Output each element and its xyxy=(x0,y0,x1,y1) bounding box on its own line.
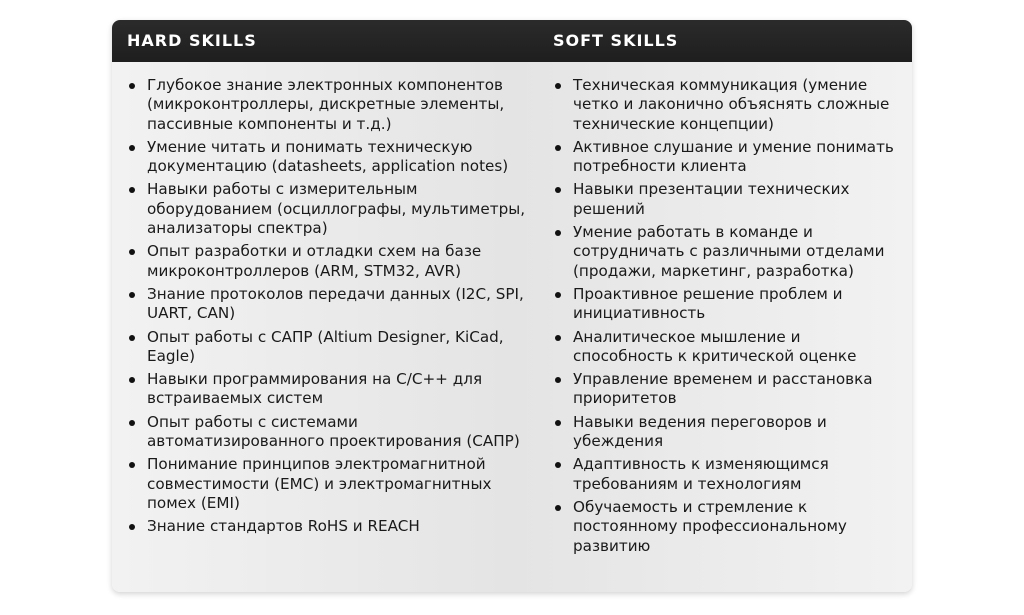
list-item-text: Знание стандартов RoHS и REACH xyxy=(147,517,420,536)
list-item-text: Опыт работы с САПР (Altium Designer, KiCad, Eagle) xyxy=(147,327,504,365)
list-item xyxy=(128,517,528,536)
bullet-icon xyxy=(555,230,561,236)
bullet-icon xyxy=(129,377,135,383)
bullet-icon xyxy=(129,249,135,255)
bullet-icon xyxy=(555,292,561,298)
bullet-icon xyxy=(555,462,561,468)
list-item-text: Активное слушание и умение понимать потребности клиента xyxy=(573,137,894,176)
list-item-text: Опыт работы с системами автоматизированного проектирования (САПР) xyxy=(147,412,520,451)
list-item xyxy=(554,285,899,324)
list-item-text: Глубокое знание электронных компонентов (микроконтроллеры, дискретные элементы, пассивные компоненты и т.д.) xyxy=(147,76,505,133)
soft-skills-title: SOFT SKILLS xyxy=(553,31,679,50)
soft-skills-list xyxy=(554,76,899,560)
list-item xyxy=(128,413,528,452)
skills-card xyxy=(112,20,912,592)
hard-skills-list xyxy=(128,76,528,541)
list-item-text: Умение читать и понимать техническую документацию (datasheets, application notes) xyxy=(147,137,509,176)
bullet-icon xyxy=(129,524,135,530)
list-item-text: Проактивное решение проблем и инициативность xyxy=(573,284,843,323)
list-item xyxy=(128,285,528,324)
hard-skills-title: HARD SKILLS xyxy=(127,31,257,50)
bullet-icon xyxy=(555,420,561,426)
bullet-icon xyxy=(129,462,135,468)
bullet-icon xyxy=(555,145,561,151)
table-header xyxy=(112,20,912,62)
bullet-icon xyxy=(555,335,561,341)
bullet-icon xyxy=(129,187,135,193)
bullet-icon xyxy=(129,145,135,151)
list-item-text: Техническая коммуникация (умение четко и лаконично объяснять сложные технические концепции) xyxy=(573,76,890,133)
bullet-icon xyxy=(129,83,135,89)
list-item xyxy=(128,138,528,177)
list-item-text: Знание протоколов передачи данных (I2C, SPI, UART, CAN) xyxy=(147,284,524,323)
list-item-text: Навыки презентации технических решений xyxy=(573,180,850,218)
list-item-text: Опыт разработки и отладки схем на базе микроконтроллеров (ARM, STM32, AVR) xyxy=(147,242,482,280)
list-item xyxy=(554,498,899,556)
list-item-text: Понимание принципов электромагнитной совместимости (EMC) и электромагнитных помех (EMI) xyxy=(147,455,492,512)
list-item-text: Навыки ведения переговоров и убеждения xyxy=(573,412,827,451)
list-item-text: Аналитическое мышление и способность к критической оценке xyxy=(573,327,857,365)
bullet-icon xyxy=(555,187,561,193)
list-item xyxy=(128,242,528,281)
list-item xyxy=(554,370,899,409)
list-item xyxy=(554,328,899,367)
bullet-icon xyxy=(555,377,561,383)
list-item xyxy=(554,455,899,494)
bullet-icon xyxy=(555,83,561,89)
bullet-icon xyxy=(129,292,135,298)
list-item xyxy=(128,455,528,513)
list-item-text: Адаптивность к изменяющимся требованиям и технологиям xyxy=(573,455,829,493)
bullet-icon xyxy=(129,420,135,426)
bullet-icon xyxy=(129,335,135,341)
list-item-text: Навыки работы с измерительным оборудованием (осциллографы, мультиметры, анализаторы спектра) xyxy=(147,180,526,238)
list-item-text: Умение работать в команде и сотрудничать с различными отделами (продажи, маркетинг, разработка) xyxy=(573,223,885,280)
list-item xyxy=(128,76,528,134)
list-item xyxy=(128,328,528,367)
list-item xyxy=(128,370,528,409)
list-item xyxy=(554,138,899,177)
list-item xyxy=(554,413,899,452)
bullet-icon xyxy=(555,505,561,511)
list-item-text: Навыки программирования на C/C++ для встраиваемых систем xyxy=(147,370,483,408)
list-item xyxy=(554,180,899,219)
list-item xyxy=(554,76,899,134)
list-item-text: Обучаемость и стремление к постоянному профессиональному развитию xyxy=(573,497,847,555)
list-item xyxy=(554,223,899,281)
list-item xyxy=(128,180,528,238)
list-item-text: Управление временем и расстановка приоритетов xyxy=(573,370,873,408)
